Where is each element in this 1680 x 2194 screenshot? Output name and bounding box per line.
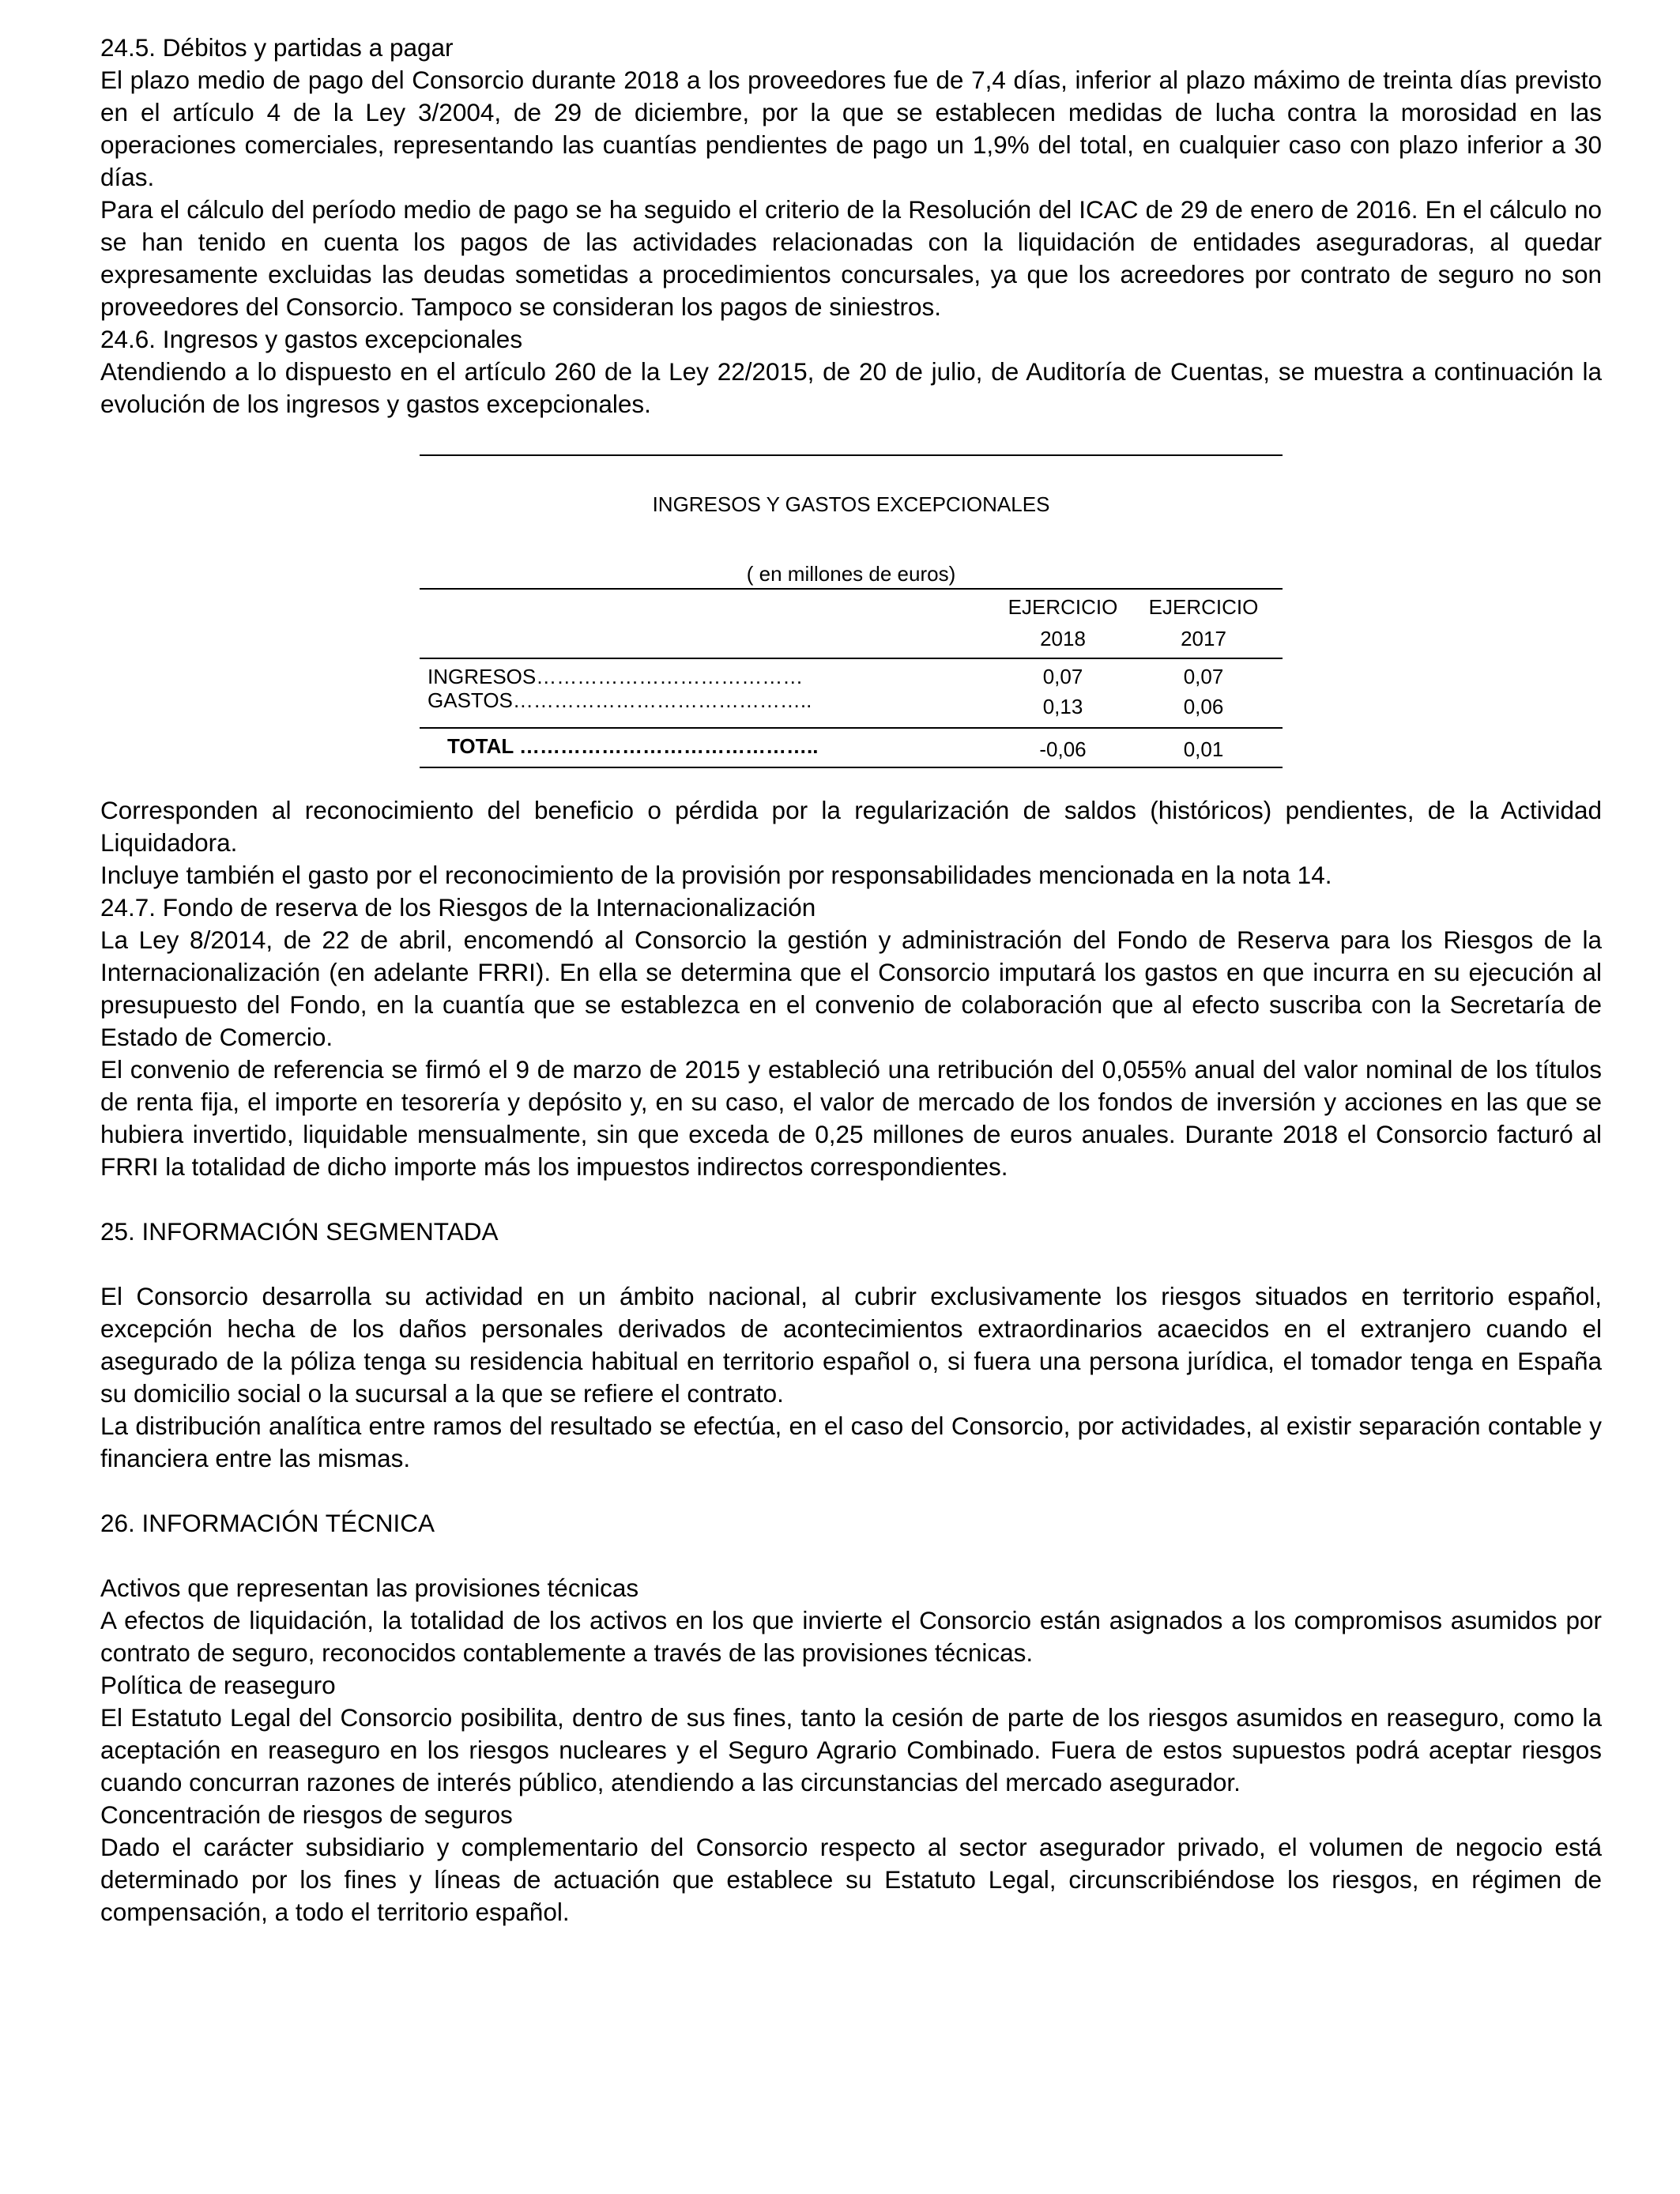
row-label: INGRESOS………………………………… (428, 665, 804, 688)
column-header-2018 (992, 591, 1134, 654)
table-subtitle: ( en millones de euros) (746, 562, 956, 586)
row-value-2017: 0,07 (1183, 665, 1224, 688)
paragraph-24-5-1: El plazo medio de pago del Consorcio durante 2018 a los proveedores fue de 7,4 días, inferior al plazo máximo de treinta días previsto en el artículo 4 de la Ley 3/2004, de 29 de diciembre, por la que se establecen medidas de lucha contra la morosidad en las operaciones comerciales, representando las cuantías pendientes de pago un 1,9% del total, en cualquier caso con plazo inferior a 30 días. (100, 66, 1602, 191)
document-page (100, 32, 1602, 1928)
row-label: GASTOS…………………………………….. (428, 688, 812, 712)
paragraph-24-6-2: Corresponden al reconocimiento del beneficio o pérdida por la regularización de saldos (históricos) pendientes, de la Actividad Liquidadora. (100, 796, 1602, 857)
column-header-2017-line1: EJERCICIO (1148, 595, 1259, 619)
paragraph-26-2: El Estatuto Legal del Consorcio posibilita, dentro de sus fines, tanto la cesión de parte de los riesgos asumidos en reaseguro, como la aceptación en reaseguro en los riesgos nucleares y el Seguro Agrario Combinado. Fuera de estos supuestos podrá aceptar riesgos cuando concurran razones de interés público, atendiendo a las circunstancias del mercado asegurador. (100, 1703, 1602, 1796)
table-row (420, 688, 1283, 722)
row-value-2018: 0,07 (1042, 665, 1083, 688)
column-header-2017-line2: 2017 (1181, 627, 1226, 650)
heading-26: 26. INFORMACIÓN TÉCNICA (100, 1509, 435, 1537)
paragraph-24-7-1: La Ley 8/2014, de 22 de abril, encomendó al Consorcio la gestión y administración del Fondo de Reserva para los Riesgos de la Internacionalización (en adelante FRRI). En ella se determina que el Consorcio imputará los gastos en que incurra en su ejecución al presupuesto del Fondo, en la cuantía que se establezca en el convenio de colaboración que al efecto suscriba con la Secretaría de Estado de Comercio. (100, 925, 1602, 1051)
total-value-2017: 0,01 (1183, 737, 1224, 761)
paragraph-26-3: Dado el carácter subsidiario y complementario del Consorcio respecto al sector asegurador privado, el volumen de negocio está determinado por los fines y líneas de actuación que establece su Estatuto Legal, circunscribiéndose los riesgos, en régimen de compensación, a todo el territorio español. (100, 1833, 1602, 1926)
table-bottom-rule (420, 767, 1283, 768)
paragraph-24-7-2: El convenio de referencia se firmó el 9 de marzo de 2015 y estableció una retribución del 0,055% anual del valor nominal de los títulos de renta fija, el importe en tesorería y depósito y, en su caso, el valor de mercado de los fondos de inversión y acciones en las que se hubiera invertido, liquidable mensualmente, sin que exceda de 0,25 millones de euros anuales. Durante 2018 el Consorcio facturó al FRRI la totalidad de dicho importe más los impuestos indirectos correspondientes. (100, 1055, 1602, 1181)
row-value-2017: 0,06 (1183, 695, 1224, 718)
subheading-26-2: Política de reaseguro (100, 1671, 336, 1699)
paragraph-24-6-1: Atendiendo a lo dispuesto en el artículo 260 de la Ley 22/2015, de 20 de julio, de Auditoría de Cuentas, se muestra a continuación la evolución de los ingresos y gastos excepcionales. (100, 357, 1602, 418)
heading-24-7: 24.7. Fondo de reserva de los Riesgos de la Internacionalización (100, 893, 816, 922)
heading-24-5: 24.5. Débitos y partidas a pagar (100, 33, 454, 62)
paragraph-26-1: A efectos de liquidación, la totalidad de los activos en los que invierte el Consorcio están asignados a los compromisos asumidos por contrato de seguro, reconocidos contablemente a través de las provisiones técnicas. (100, 1606, 1602, 1667)
paragraph-24-6-3: Incluye también el gasto por el reconocimiento de la provisión por responsabilidades mencionada en la nota 14. (100, 861, 1332, 889)
table-total-row (420, 729, 1283, 767)
table-body (420, 659, 1283, 727)
paragraph-25-2: La distribución analítica entre ramos del resultado se efectúa, en el caso del Consorcio, por actividades, al existir separación contable y financiera entre las mismas. (100, 1412, 1602, 1472)
column-header-2018-line2: 2018 (1040, 627, 1086, 650)
exceptional-income-expenses-table (420, 454, 1283, 768)
row-value-2018: 0,13 (1042, 695, 1083, 718)
column-header-2017 (1132, 591, 1275, 654)
paragraph-25-1: El Consorcio desarrolla su actividad en un ámbito nacional, al cubrir exclusivamente los riesgos situados en territorio español, excepción hecha de los daños personales derivados de acontecimientos extraordinarios acaecidos en el extranjero cuando el asegurado de la póliza tenga su residencia habitual en territorio español o, si fuera una persona jurídica, el tomador tenga en España su domicilio social o la sucursal a la que se refiere el contrato. (100, 1282, 1602, 1408)
column-header-2018-line1: EJERCICIO (1008, 595, 1118, 619)
table-header (420, 590, 1283, 658)
heading-24-6: 24.6. Ingresos y gastos excepcionales (100, 325, 523, 353)
paragraph-24-5-2: Para el cálculo del período medio de pago se ha seguido el criterio de la Resolución del ICAC de 29 de enero de 2016. En el cálculo no se han tenido en cuenta los pagos de las actividades relacionadas con la liquidación de entidades aseguradoras, al quedar expresamente excluidas las deudas sometidas a procedimientos concursales, ya que los acreedores por contrato de seguro no son proveedores del Consorcio. Tampoco se consideran los pagos de siniestros. (100, 195, 1602, 321)
subheading-26-3: Concentración de riesgos de seguros (100, 1800, 513, 1829)
heading-25: 25. INFORMACIÓN SEGMENTADA (100, 1217, 499, 1246)
table-title: INGRESOS Y GASTOS EXCEPCIONALES (652, 492, 1050, 516)
subheading-26-1: Activos que representan las provisiones técnicas (100, 1574, 639, 1602)
total-value-2018: -0,06 (1039, 737, 1087, 761)
total-label: TOTAL …………………………………….. (447, 734, 819, 758)
